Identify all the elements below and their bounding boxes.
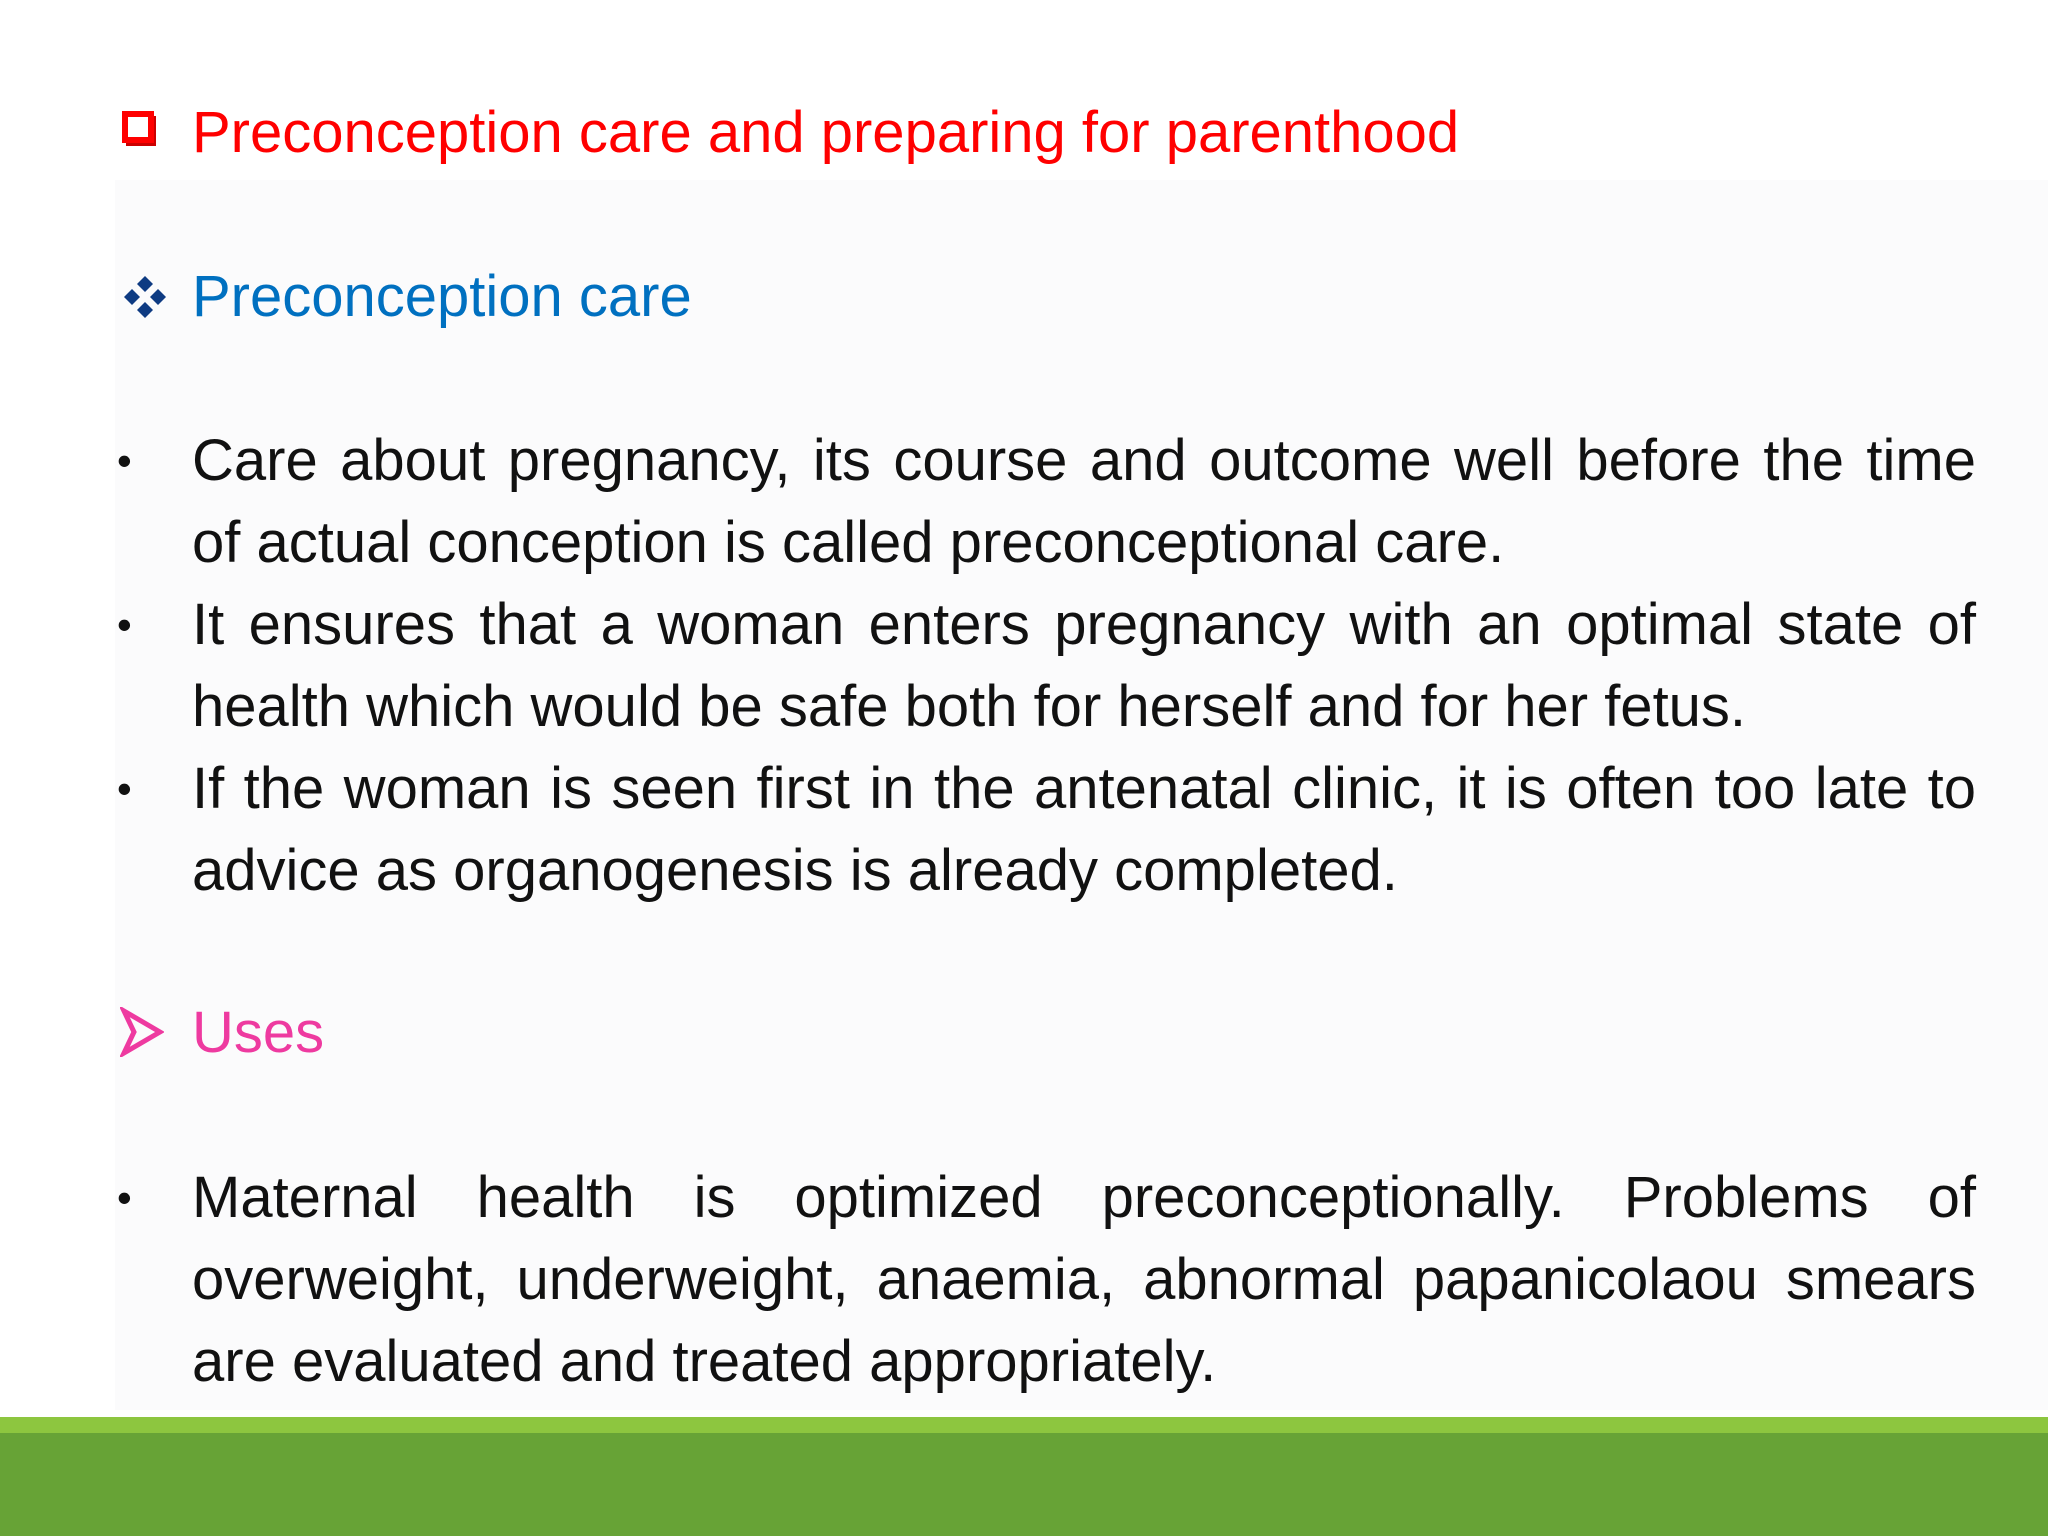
footer-accent-line: [0, 1417, 2048, 1433]
bullet-icon: •: [117, 601, 132, 648]
footer-band: [0, 1433, 2048, 1536]
main-heading-text: Preconception care and preparing for parenthood: [192, 100, 1460, 165]
uses-heading: [192, 1000, 325, 1065]
preconception-points: [110, 420, 1976, 912]
uses-heading-text: Uses: [192, 1000, 325, 1065]
list-item: [110, 748, 1976, 912]
bullet-icon: •: [117, 1174, 132, 1221]
diamond-cluster-icon: [120, 272, 170, 322]
list-item: [110, 420, 1976, 584]
bullet-icon: •: [117, 765, 132, 812]
preconception-heading: [192, 264, 692, 329]
uses-points: [110, 1157, 1976, 1403]
point-text: Care about pregnancy, its course and outcome well before the time of actual conception is called preconceptional care.: [192, 428, 1976, 575]
point-text: Maternal health is optimized preconceptionally. Problems of overweight, underweight, anaemia, abnormal papanicolaou smears are evaluated and treated appropriately.: [192, 1165, 1976, 1394]
preconception-heading-text: Preconception care: [192, 264, 692, 329]
list-item: [110, 1157, 1976, 1403]
bullet-icon: •: [117, 437, 132, 484]
list-item: [110, 584, 1976, 748]
main-heading: [192, 100, 1460, 165]
point-text: It ensures that a woman enters pregnancy with an optimal state of health which would be safe both for herself and for her fetus.: [192, 592, 1976, 739]
arrowhead-icon: [120, 1007, 164, 1057]
checkbox-icon: [122, 107, 164, 153]
point-text: If the woman is seen first in the antenatal clinic, it is often too late to advice as organogenesis is already completed.: [192, 756, 1976, 903]
